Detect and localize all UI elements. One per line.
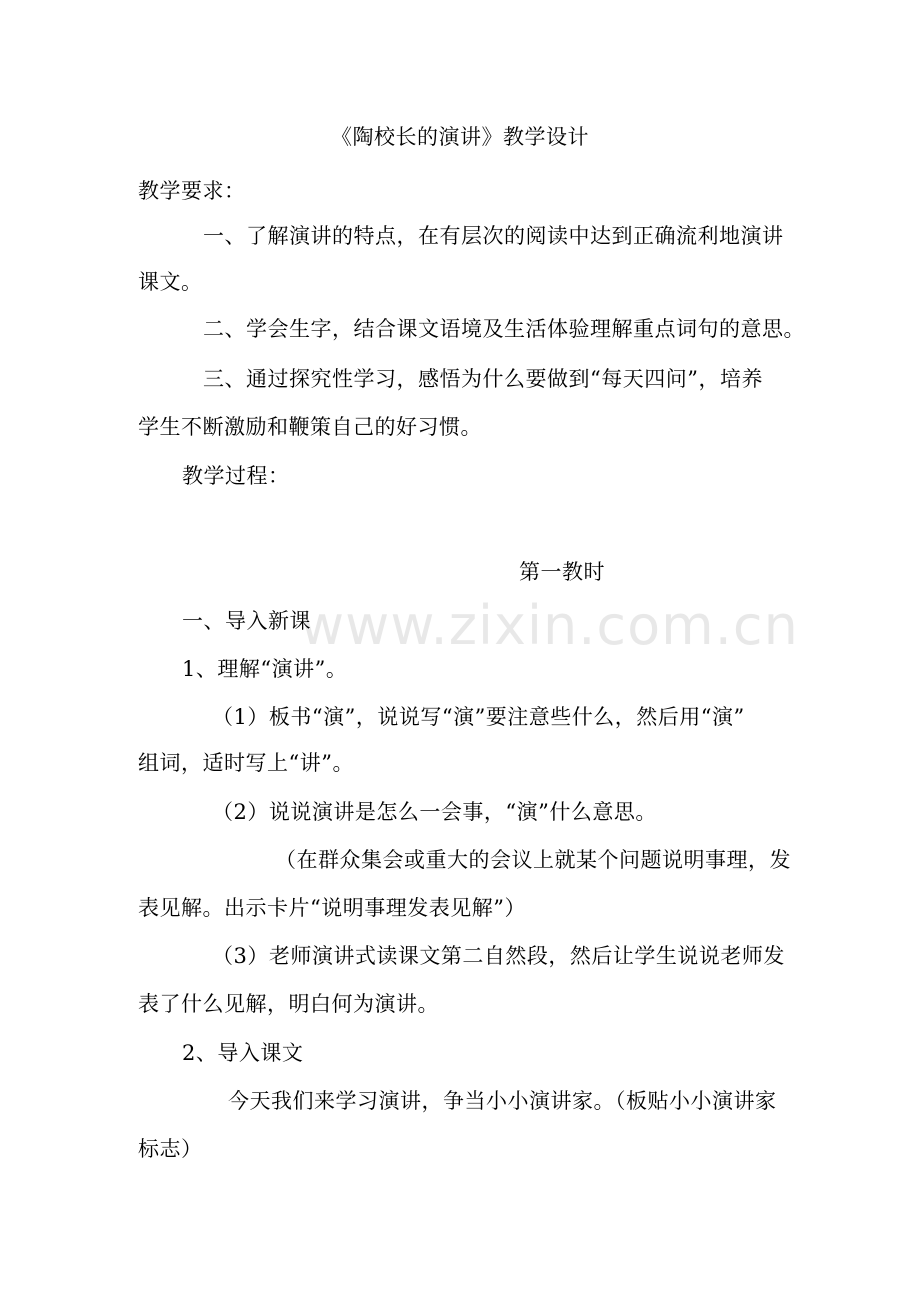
section-intro-heading: 一、导入新课 — [182, 609, 311, 633]
step-1-2-note-line-1: （在群众集会或重大的会议上就某个问题说明事理，发 — [275, 848, 791, 872]
lesson-heading: 第一教时 — [519, 560, 605, 584]
step-2-line-1: 今天我们来学习演讲，争当小小演讲家。（板贴小小演讲家 — [228, 1089, 777, 1113]
watermark-text: www.zixin.com.cn — [300, 594, 799, 657]
step-1-1-line-2: 组词，适时写上“讲”。 — [138, 751, 354, 775]
step-2-line-2: 标志） — [138, 1137, 203, 1161]
requirement-1-line-1: 一、了解演讲的特点，在有层次的阅读中达到正确流利地演讲 — [203, 224, 784, 248]
requirement-1-line-2: 课文。 — [138, 270, 203, 294]
step-1-1-line-1: （1）板书“演”，说说写“演”要注意些什么，然后用“演” — [212, 705, 745, 729]
process-heading: 教学过程： — [182, 464, 290, 488]
requirement-3-line-2: 学生不断激励和鞭策自己的好习惯。 — [138, 415, 482, 439]
requirement-2: 二、学会生字，结合课文语境及生活体验理解重点词句的意思。 — [203, 317, 805, 341]
step-1-2: （2）说说演讲是怎么一会事，“演”什么意思。 — [212, 800, 657, 824]
step-1-2-note-line-2: 表见解。出示卡片“说明事理发表见解”） — [138, 896, 526, 920]
document-title: 《陶校长的演讲》教学设计 — [331, 125, 589, 149]
requirement-3-line-1: 三、通过探究性学习，感悟为什么要做到“每天四问”，培养 — [203, 367, 763, 391]
requirements-heading: 教学要求： — [138, 179, 246, 203]
step-1-heading: 1、理解“演讲”。 — [182, 657, 348, 681]
step-2-heading: 2、导入课文 — [182, 1041, 304, 1065]
step-1-3-line-2: 表了什么见解，明白何为演讲。 — [138, 992, 439, 1016]
step-1-3-line-1: （3）老师演讲式读课文第二自然段，然后让学生说说老师发 — [212, 944, 785, 968]
